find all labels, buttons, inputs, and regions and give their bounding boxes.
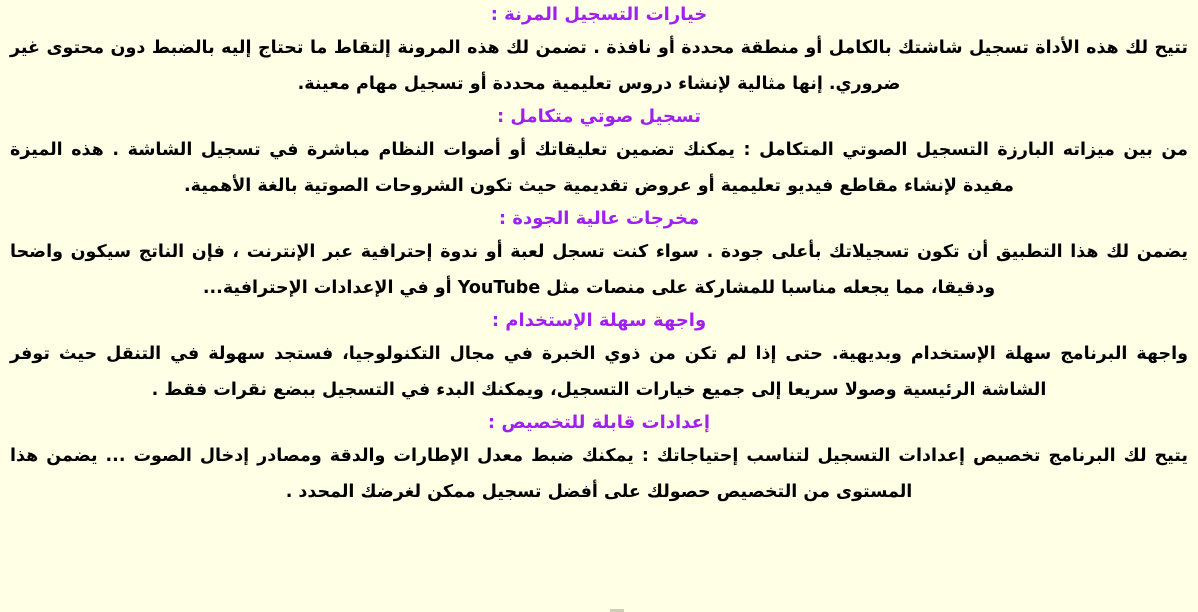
section-paragraph: يتيح لك البرنامج تخصيص إعدادات التسجيل لتناسب إحتياجاتك : يمكنك ضبط معدل الإطارات والدقة ومصادر إدخال الصوت ... يضمن هذا المستوى من التخصيص حصولك على أفضل تسجيل ممكن لغرضك المحدد . — [10, 446, 1188, 502]
section-integrated-audio — [10, 102, 1188, 204]
section-high-quality-output — [10, 204, 1188, 306]
section-paragraph: تتيح لك هذه الأداة تسجيل شاشتك بالكامل أو منطقة محددة أو نافذة . تضمن لك هذه المرونة إلتقاط ما تحتاج إليه بالضبط دون محتوى غير ضروري. إنها مثالية لإنشاء دروس تعليمية محددة أو تسجيل مهام معينة. — [10, 38, 1188, 94]
section-customizable-settings — [10, 408, 1188, 510]
section-easy-interface — [10, 306, 1188, 408]
section-paragraph: يضمن لك هذا التطبيق أن تكون تسجيلاتك بأعلى جودة . سواء كنت تسجل لعبة أو ندوة إحترافية عبر الإنترنت ، فإن الناتج سيكون واضحا ودقيقا، مما يجعله مناسبا للمشاركة على منصات مثل YouTube أو في الإعدادات الإحترافية... — [10, 242, 1188, 298]
section-heading: إعدادات قابلة للتخصيص : — [487, 412, 711, 433]
section-heading: مخرجات عالية الجودة : — [498, 208, 700, 229]
section-flexible-recording — [10, 0, 1188, 102]
section-paragraph: واجهة البرنامج سهلة الإستخدام وبديهية. حتى إذا لم تكن من ذوي الخبرة في مجال التكنولوجيا، فستجد سهولة في التنقل حيث توفر الشاشة الرئيسية وصولا سريعا إلى جميع خيارات التسجيل، ويمكنك البدء في التسجيل ببضع نقرات فقط . — [10, 344, 1188, 400]
section-paragraph: من بين ميزاته البارزة التسجيل الصوتي المتكامل : يمكنك تضمين تعليقاتك أو أصوات النظام مباشرة في تسجيل الشاشة . هذه الميزة مفيدة لإنشاء مقاطع فيديو تعليمية أو عروض تقديمية حيث تكون الشروحات الصوتية بالغة الأهمية. — [10, 140, 1188, 196]
section-heading: واجهة سهلة الإستخدام : — [491, 310, 707, 331]
section-heading: تسجيل صوتي متكامل : — [496, 106, 702, 127]
section-heading: خيارات التسجيل المرنة : — [490, 4, 708, 25]
